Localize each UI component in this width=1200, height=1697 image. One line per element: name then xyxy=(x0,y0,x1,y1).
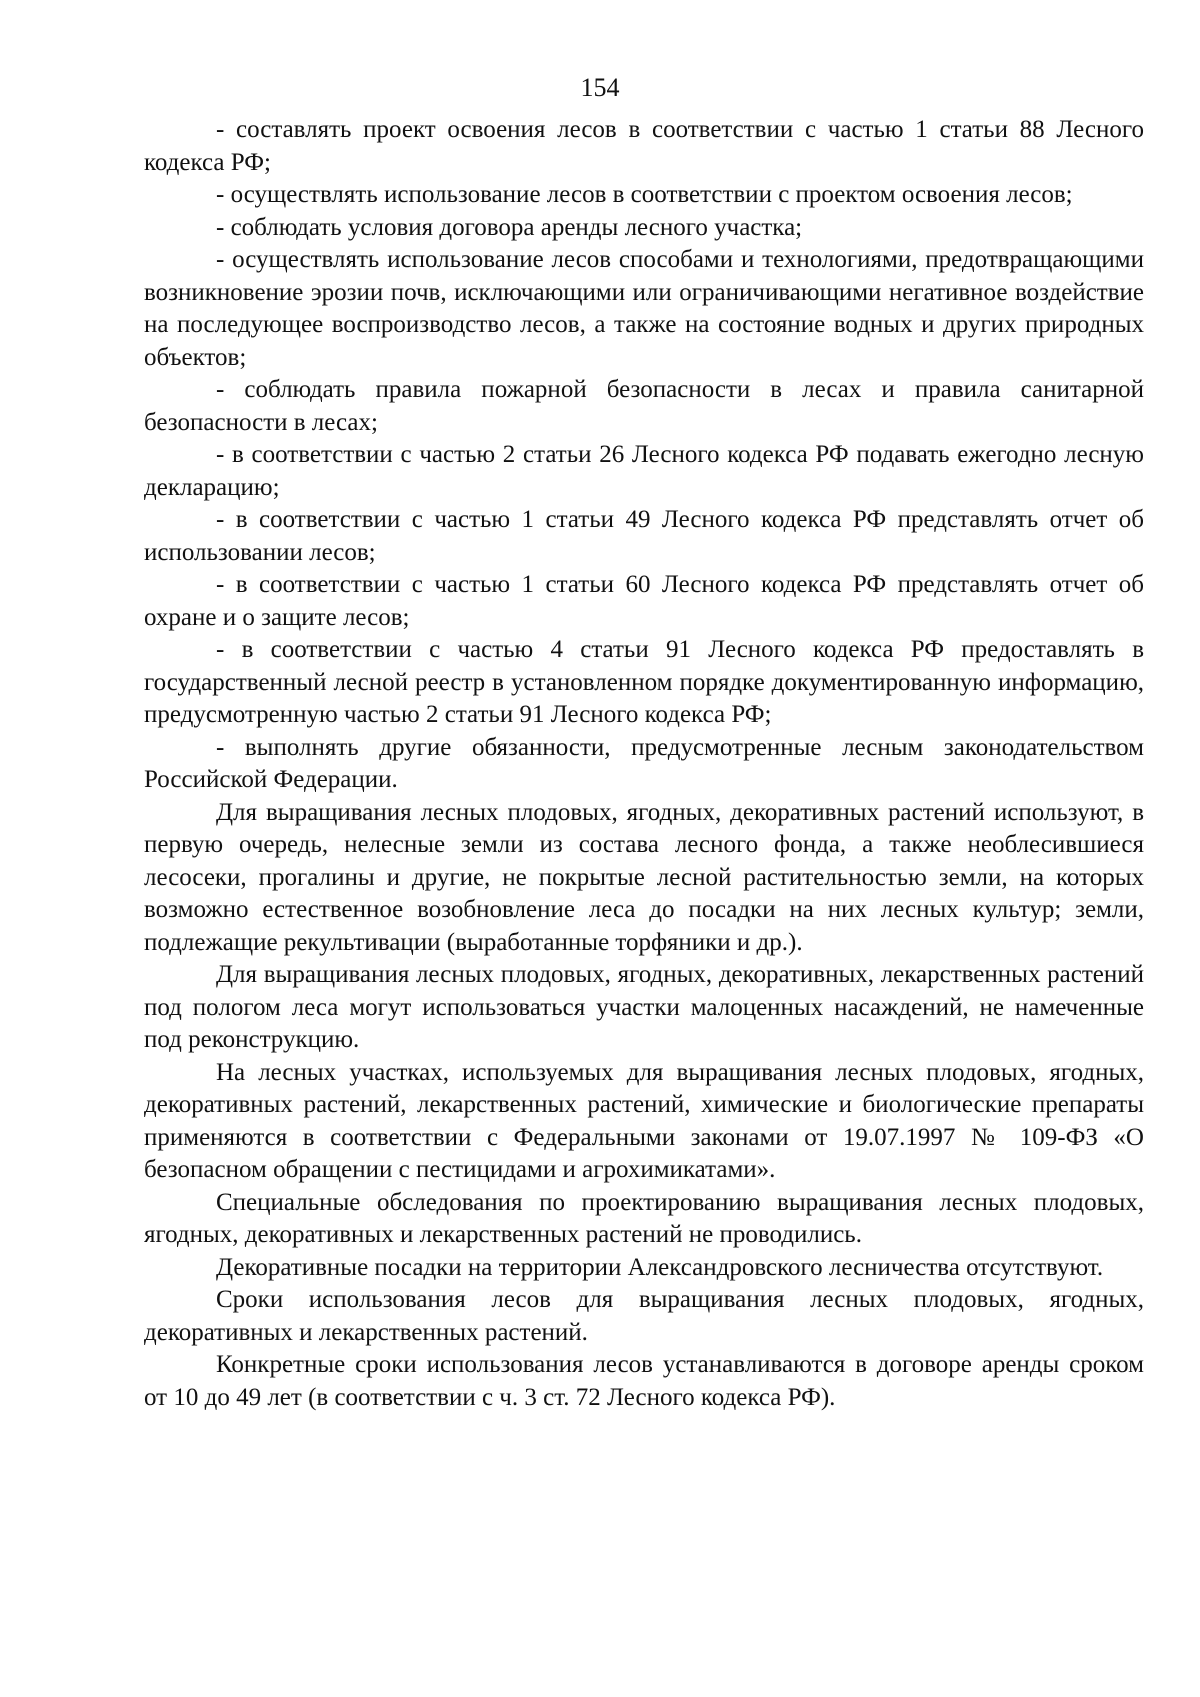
paragraph: Для выращивания лесных плодовых, ягодных, декоративных, лекарственных растений под пологом леса могут использоваться участки малоценных насаждений, не намеченные под реконструкцию. xyxy=(144,961,1144,1053)
paragraph: - осуществлять использование лесов способами и технологиями, предотвращающими возникновение эрозии почв, исключающими или ограничивающими негативное воздействие на последующее воспроизводство лесов, а также на состояние водных и других природных объектов; xyxy=(144,246,1144,371)
paragraph: - в соответствии с частью 4 статьи 91 Лесного кодекса РФ предоставлять в государственный лесной реестр в установленном порядке документированную информацию, предусмотренную частью 2 статьи 91 Лесного кодекса РФ; xyxy=(144,636,1144,728)
paragraph: - в соответствии с частью 1 статьи 60 Лесного кодекса РФ представлять отчет об охране и о защите лесов; xyxy=(144,571,1144,631)
page-number: 154 xyxy=(580,73,620,102)
paragraph: - в соответствии с частью 1 статьи 49 Лесного кодекса РФ представлять отчет об использовании лесов; xyxy=(144,506,1144,566)
paragraph: - составлять проект освоения лесов в соответствии с частью 1 статьи 88 Лесного кодекса РФ; xyxy=(144,116,1144,176)
paragraph: Сроки использования лесов для выращивания лесных плодовых, ягодных, декоративных и лекарственных растений. xyxy=(144,1286,1144,1346)
paragraph: - в соответствии с частью 2 статьи 26 Лесного кодекса РФ подавать ежегодно лесную декларацию; xyxy=(144,441,1144,501)
paragraph: Специальные обследования по проектированию выращивания лесных плодовых, ягодных, декоративных и лекарственных растений не проводились. xyxy=(144,1188,1144,1248)
document-body xyxy=(144,114,1144,1414)
paragraph: - осуществлять использование лесов в соответствии с проектом освоения лесов; xyxy=(216,181,1073,208)
paragraph: - соблюдать условия договора аренды лесного участка; xyxy=(216,213,803,241)
paragraph: На лесных участках, используемых для выращивания лесных плодовых, ягодных, декоративных растений, лекарственных растений, химические и биологические препараты применяются в соответствии с Федеральными законами от 19.07.1997 № 109-ФЗ «О безопасном обращении с пестицидами и агрохимикатами». xyxy=(144,1058,1144,1183)
paragraph: - соблюдать правила пожарной безопасности в лесах и правила санитарной безопасности в лесах; xyxy=(144,376,1144,436)
paragraph: - выполнять другие обязанности, предусмотренные лесным законодательством Российской Федерации. xyxy=(144,733,1144,793)
paragraph: Декоративные посадки на территории Александровского лесничества отсутствуют. xyxy=(216,1253,1104,1281)
paragraph: Для выращивания лесных плодовых, ягодных, декоративных растений используют, в первую очередь, нелесные земли из состава лесного фонда, а также необлесившиеся лесосеки, прогалины и другие, не покрытые лесной растительностью земли, на которых возможно естественное возобновление леса до посадки на них лесных культур; земли, подлежащие рекультивации (выработанные торфяники и др.). xyxy=(144,798,1144,956)
paragraph: Конкретные сроки использования лесов устанавливаются в договоре аренды сроком от 10 до 49 лет (в соответствии с ч. 3 ст. 72 Лесного кодекса РФ). xyxy=(144,1351,1144,1411)
